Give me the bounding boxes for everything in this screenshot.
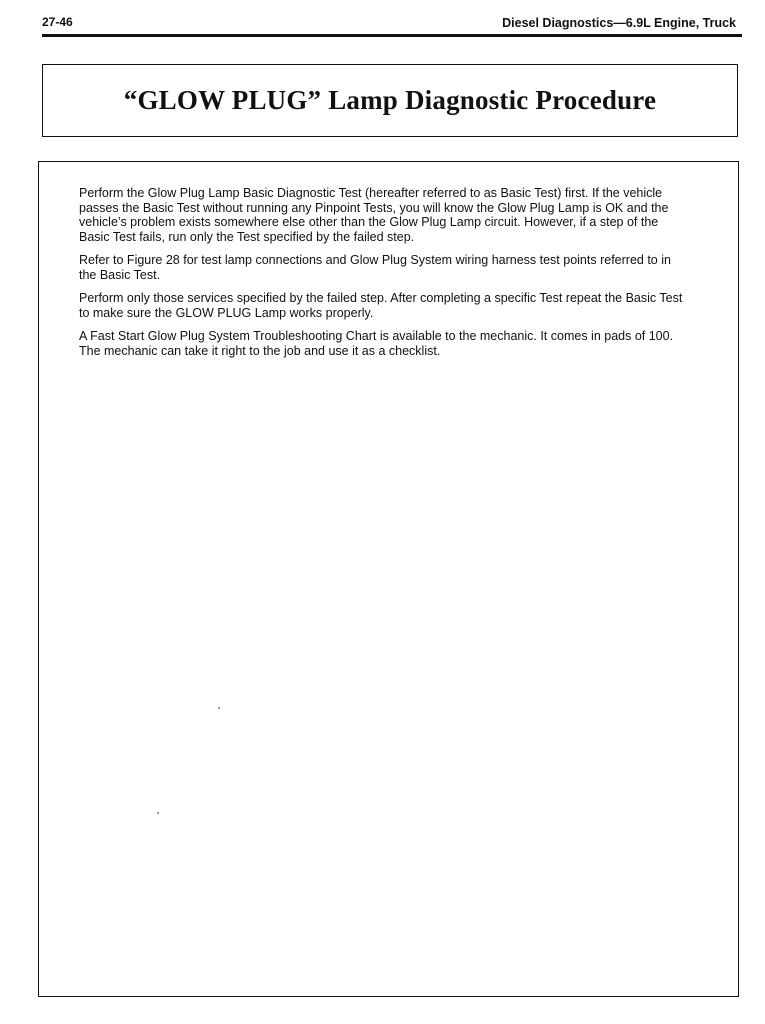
paragraph-figure-reference: Refer to Figure 28 for test lamp connections and Glow Plug System wiring harness test points referred to in the Basic Test. xyxy=(79,253,671,282)
scan-speck xyxy=(157,812,159,814)
paragraph-basic-test: Perform the Glow Plug Lamp Basic Diagnostic Test (hereafter referred to as Basic Test) first. If the vehicle passes the Basic Test without running any Pinpoint Tests, you will know the Glow Plug Lamp is OK and the vehicle’s problem exists somewhere else other than the Glow Plug Lamp circuit. However, if a step of the Basic Test fails, run only the Test specified by the failed step. xyxy=(79,186,669,244)
page-header xyxy=(42,10,742,38)
header-rule xyxy=(42,34,742,37)
paragraph-services: Perform only those services specified by the failed step. After completing a specific Test repeat the Basic Test to make sure the GLOW PLUG Lamp works properly. xyxy=(79,291,683,320)
body-text xyxy=(79,186,689,367)
content-box xyxy=(38,161,739,997)
page-number: 27-46 xyxy=(42,15,73,29)
title-box xyxy=(42,64,738,137)
scan-speck xyxy=(218,707,220,709)
page-title: “GLOW PLUG” Lamp Diagnostic Procedure xyxy=(123,85,657,115)
running-title: Diesel Diagnostics—6.9L Engine, Truck xyxy=(502,16,736,30)
paragraph-troubleshooting-chart: A Fast Start Glow Plug System Troubleshooting Chart is available to the mechanic. It comes in pads of 100. The mechanic can take it right to the job and use it as a checklist. xyxy=(79,329,674,358)
